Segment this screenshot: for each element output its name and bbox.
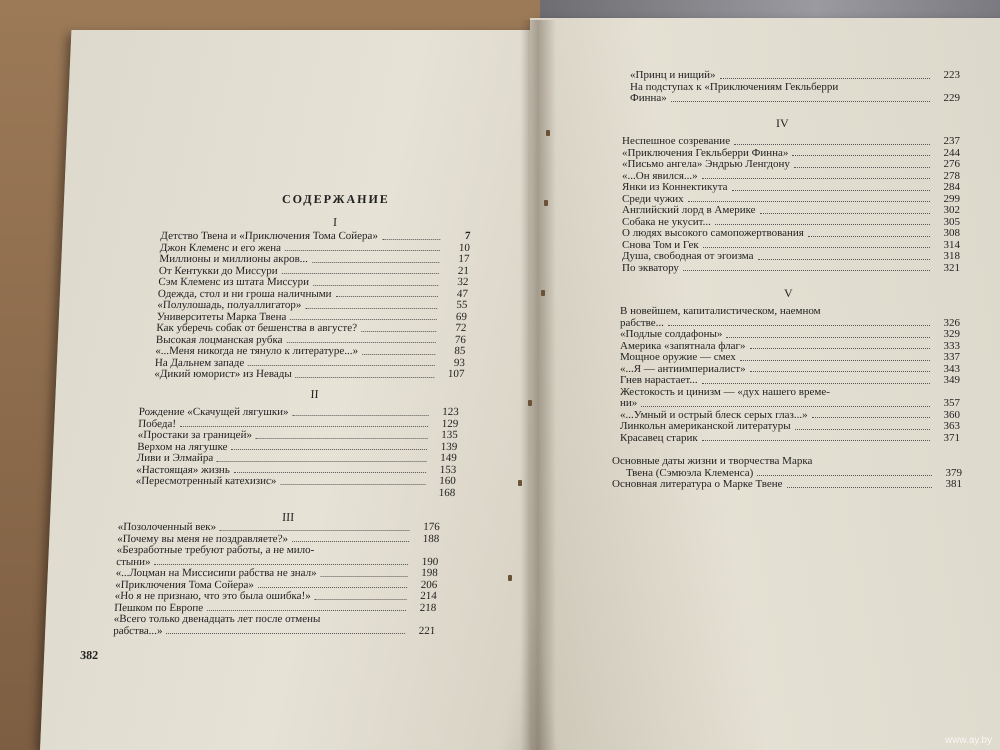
toc-entry: Основные даты жизни и творчества Марка <box>612 455 813 467</box>
toc-entry: Верхом на лягушке 139 <box>136 440 458 453</box>
contents-heading: СОДЕРЖАНИЕ <box>281 192 391 206</box>
book-gutter <box>520 20 556 750</box>
toc-entry: Ливи и Элмайра 149 <box>136 452 458 464</box>
binding-stitch <box>518 480 522 486</box>
toc-entry: «Пересмотренный катехизис» 160 <box>135 475 457 487</box>
toc-entry: «Настоящая» жизнь 153 <box>135 463 457 476</box>
section-5-entries <box>620 306 960 444</box>
toc-entry: В новейшем, капиталистическом, наемном <box>620 305 821 317</box>
section-numeral-5: V <box>784 286 793 300</box>
toc-entry: рабстве... 326 <box>620 316 960 329</box>
toc-entry: Английский лорд в Америке 302 <box>622 204 960 216</box>
toc-entry: Собака не укусит... 305 <box>622 215 960 228</box>
toc-entry: Сэм Клеменс из штата Миссури 32 <box>158 276 469 288</box>
toc-entry: От Кентукки до Миссури 21 <box>158 264 470 277</box>
toc-entry: На подступах к «Приключениям Гекльберри <box>630 80 839 93</box>
toc-entry: «Но я не признаю, что это была ошибка!» 214 <box>114 590 437 602</box>
toc-entry: Красавец старик 371 <box>620 431 960 444</box>
toc-entry: «...Меня никогда не тянуло к литературе...» 85 <box>155 345 466 357</box>
toc-entry: «Полулошадь, полуаллигатор» 55 <box>157 299 468 311</box>
toc-entry: Одежда, стол и ни гроша наличными 47 <box>157 287 469 300</box>
right-page <box>530 18 1000 750</box>
toc-entry: «...Я — антиимпериалист» 343 <box>620 362 960 375</box>
toc-entry: Рождение «Скачущей лягушки» 123 <box>138 406 460 418</box>
toc-entry: «Подлые солдафоны» 329 <box>620 328 960 340</box>
toc-entry: ни» 357 <box>620 397 960 409</box>
toc-entry: Детство Твена и «Приключения Тома Сойера» 7 <box>160 230 471 242</box>
toc-entry: Основная литература о Марке Твене 381 <box>612 478 962 490</box>
toc-entry: Пешком по Европе 218 <box>113 601 437 614</box>
toc-entry: Джон Клеменс и его жена 10 <box>159 241 471 254</box>
left-page <box>40 30 581 750</box>
toc-entry: Финна» 229 <box>630 92 960 104</box>
toc-entry: «Позолоченный век» 176 <box>117 521 440 533</box>
toc-entry: 168 <box>438 486 456 499</box>
toc-entry: «Дикий юморист» из Невады 107 <box>154 368 465 380</box>
toc-entry: «...Лоцман на Миссисипи рабства не знал» 198 <box>115 567 438 579</box>
toc-entry: «...Умный и острый блеск серых глаз...» 360 <box>620 408 960 421</box>
section-2-entries <box>135 407 459 499</box>
section-numeral-3: III <box>281 510 295 524</box>
toc-entry: «Приключения Тома Сойера» 206 <box>114 578 438 591</box>
page-number: 382 <box>79 648 99 662</box>
toc-entry: «Принц и нищий» 223 <box>630 69 960 81</box>
section-3-entries <box>113 522 440 637</box>
toc-entry: «...Он явился...» 278 <box>622 169 960 182</box>
toc-entry: Среди чужих 299 <box>622 192 960 205</box>
section-numeral-2: II <box>310 387 319 401</box>
toc-entry: Победа! 129 <box>137 417 459 430</box>
toc-entry: На Дальнем западе 93 <box>154 356 466 369</box>
section-4-entries <box>622 136 960 274</box>
toc-entry: Янки из Коннектикута 284 <box>622 181 960 193</box>
toc-entry: Неспешное созревание 237 <box>622 135 960 147</box>
toc-entry: стыни» 190 <box>115 555 439 568</box>
toc-entry: Мощное оружие — смех 337 <box>620 351 960 363</box>
binding-stitch <box>541 290 545 296</box>
section-numeral-1: I <box>332 215 338 229</box>
right-bottom-entries <box>612 456 962 491</box>
toc-entry: «Всего только двенадцать лет после отмены <box>113 613 321 625</box>
toc-entry: По экватору 321 <box>622 261 960 274</box>
right-top-entries <box>630 70 960 105</box>
section-1-entries <box>154 231 471 381</box>
toc-entry: О людях высокого самопожертвования 308 <box>622 227 960 239</box>
toc-entry: «Почему вы меня не поздравляете?» 188 <box>116 532 440 545</box>
watermark-text: www.ay.by <box>944 735 992 746</box>
toc-entry: «Приключения Гекльберри Финна» 244 <box>622 146 960 159</box>
toc-entry: Миллионы и миллионы акров... 17 <box>159 253 470 265</box>
toc-entry: «Безработные требуют работы, а не мило- <box>116 544 315 556</box>
toc-entry: Жестокость и цинизм — «дух нашего време- <box>620 385 830 398</box>
toc-entry: Твена (Сэмюэла Клеменса) 379 <box>626 466 962 479</box>
toc-entry: рабства...» 221 <box>112 624 436 637</box>
toc-entry: Высокая лоцманская рубка 76 <box>155 333 467 346</box>
toc-entry: «Письмо ангела» Эндрью Ленгдону 276 <box>622 158 960 170</box>
toc-entry: «Простаки за границей» 135 <box>137 429 459 441</box>
toc-entry: Как уберечь собак от бешенства в августе? 72 <box>156 322 467 334</box>
toc-entry: Америка «запятнала флаг» 333 <box>620 339 960 352</box>
toc-entry: Линкольн американской литературы 363 <box>620 420 960 432</box>
section-numeral-4: IV <box>776 116 789 130</box>
toc-entry: Университеты Марка Твена 69 <box>156 310 468 323</box>
binding-stitch <box>528 400 532 406</box>
toc-entry: Снова Том и Гек 314 <box>622 238 960 251</box>
toc-entry: Душа, свободная от эгоизма 318 <box>622 250 960 262</box>
binding-stitch <box>544 200 548 206</box>
binding-stitch <box>546 130 550 136</box>
binding-stitch <box>508 575 512 581</box>
toc-entry: Гнев нарастает... 349 <box>620 374 960 386</box>
